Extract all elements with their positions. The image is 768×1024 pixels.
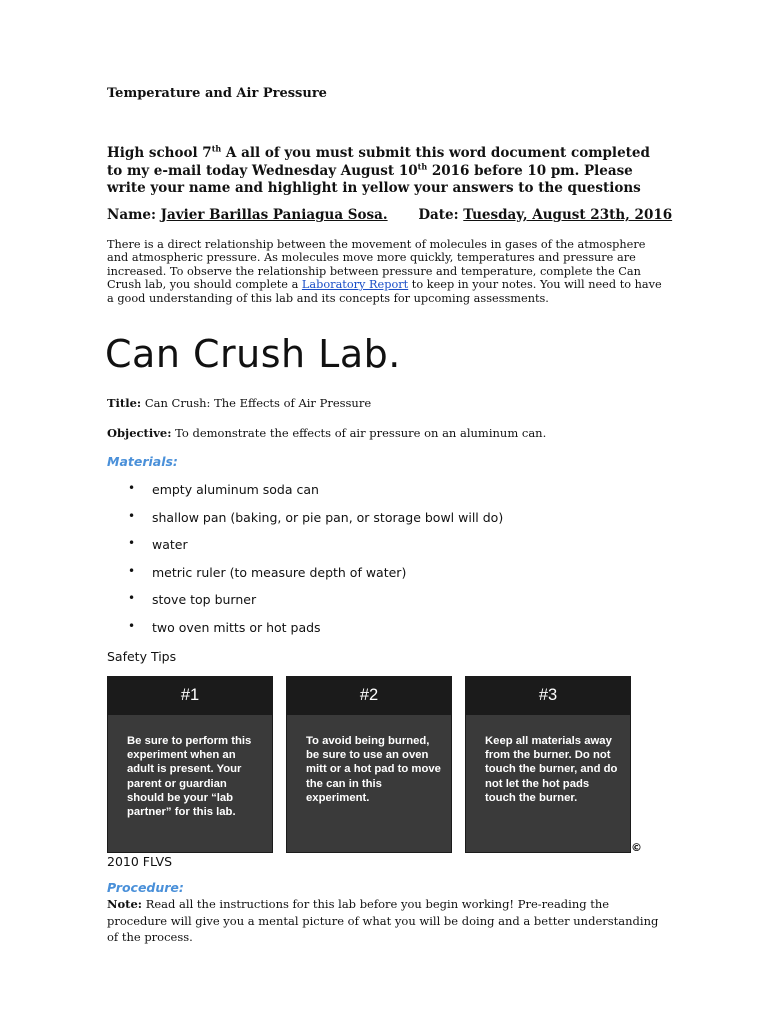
intro-paragraph	[107, 238, 667, 305]
notice-superscript-1: th	[211, 143, 222, 154]
safety-tips-label: Safety Tips	[107, 649, 177, 664]
list-item: • water	[107, 537, 503, 565]
note-text: Read all the instructions for this lab before you begin working! Pre-reading the procedure will give you a mental picture of what you will be doing and a better understanding of the process.	[107, 897, 659, 944]
document-title: Temperature and Air Pressure	[107, 86, 327, 101]
copyright-symbol: ©	[631, 841, 642, 854]
objective-label: Objective:	[107, 426, 172, 440]
safety-tip-body	[108, 715, 272, 852]
safety-tip-text: To avoid being burned, be sure to use an oven mitt or a hot pad to move the can in this experiment.	[306, 735, 441, 804]
procedure-heading: Procedure:	[107, 880, 184, 895]
laboratory-report-link[interactable]: Laboratory Report	[301, 278, 409, 292]
intro-text-after: to keep in your notes. You will need to have a good understanding of this lab and its concepts for upcoming assessments.	[107, 278, 662, 305]
safety-tip-card-3	[465, 676, 631, 853]
name-label: Name:	[107, 207, 156, 223]
notice-superscript-2: th	[417, 161, 428, 171]
safety-tip-card-2	[286, 676, 452, 853]
list-item: • empty aluminum soda can	[107, 482, 503, 510]
notice-part-3: 2016 before 10 pm. Please write your name and highlight in yellow your answers to the questions	[107, 162, 641, 196]
list-item: • metric ruler (to measure depth of water)	[107, 565, 503, 593]
title-value: Can Crush: The Effects of Air Pressure	[141, 396, 372, 410]
notice-part-1: High school 7	[107, 145, 212, 161]
procedure-note	[107, 896, 667, 946]
safety-tip-body	[466, 715, 630, 852]
safety-tip-card-1	[107, 676, 273, 853]
objective-line	[107, 426, 546, 440]
safety-tip-text: Be sure to perform this experiment when an adult is present. Your parent or guardian should be your “lab partner” for this lab.	[127, 735, 252, 819]
lab-heading: Can Crush Lab.	[105, 332, 401, 376]
title-label: Title:	[107, 396, 142, 410]
notice-part-2: A all of you must submit this word document completed to my e-mail today Wednesday August 10	[107, 145, 650, 179]
list-item: • shallow pan (baking, or pie pan, or storage bowl will do)	[107, 510, 503, 538]
safety-tip-number: #2	[359, 686, 379, 704]
lab-title-line	[107, 396, 371, 410]
list-item: • two oven mitts or hot pads	[107, 620, 503, 648]
note-label: Note:	[107, 897, 143, 911]
list-item: • stove top burner	[107, 592, 503, 620]
submission-notice	[107, 145, 667, 198]
date-label: Date:	[418, 207, 459, 223]
intro-text-before: There is a direct relationship between the movement of molecules in gases of the atmosphere and atmospheric pressure. As molecules move more quickly, temperatures and pressure are increased. To observe the relationship between pressure and temperature, complete the Can Crush lab, you should complete a	[107, 238, 646, 292]
copyright-text: 2010 FLVS	[107, 854, 173, 869]
safety-tip-number: #1	[180, 686, 200, 704]
materials-heading: Materials:	[107, 454, 178, 469]
date-value: Tuesday, August 23th, 2016	[463, 207, 673, 223]
safety-tip-body	[287, 715, 451, 852]
name-value: Javier Barillas Paniagua Sosa.	[160, 207, 388, 223]
name-date-row	[107, 207, 672, 223]
materials-list	[107, 482, 503, 648]
safety-tip-text: Keep all materials away from the burner. Do not touch the burner, and do not let the hot pads touch the burner.	[485, 735, 618, 804]
objective-value: To demonstrate the effects of air pressure on an aluminum can.	[171, 426, 547, 440]
safety-tip-number: #3	[538, 686, 558, 704]
